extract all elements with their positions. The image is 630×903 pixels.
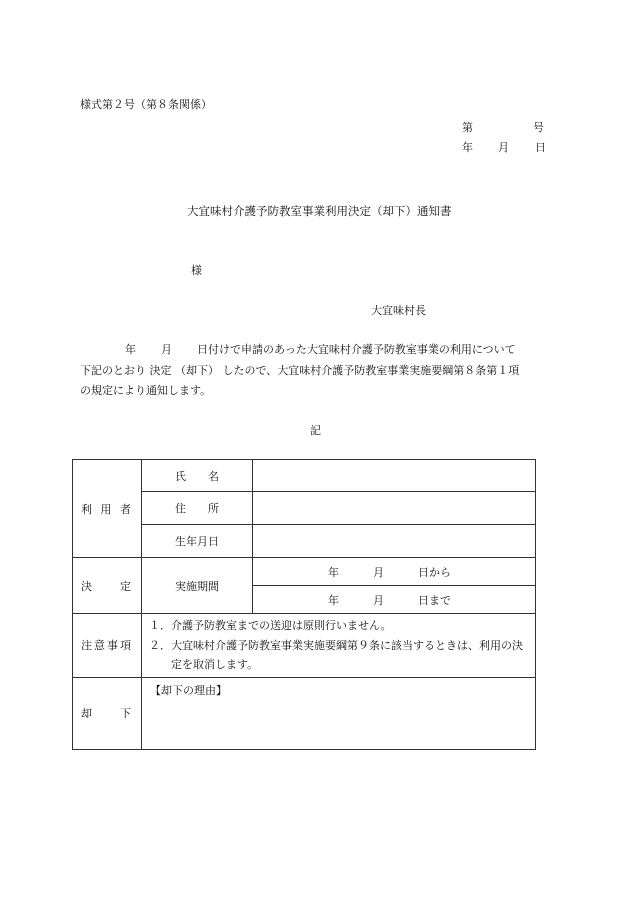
- notice-body: [80, 340, 550, 402]
- date-day: 日: [535, 141, 546, 154]
- address-label: 住 所: [175, 502, 219, 515]
- reject-reason-cell[interactable]: [142, 677, 536, 749]
- note-item-1: １． 介護予防教室までの送迎は原則行いません。: [149, 619, 392, 632]
- reject-label-cell: [73, 677, 142, 749]
- body-line-3: の規定により通知します。: [80, 384, 212, 397]
- period-from-cell[interactable]: 年 月 日から: [253, 558, 536, 586]
- name-label: 氏 名: [175, 469, 219, 483]
- recipient-honorific: 様: [191, 264, 202, 277]
- decision-table: [72, 459, 536, 750]
- reject-row: [73, 677, 536, 749]
- period-from-row: [73, 558, 536, 586]
- notes-label-cell: [73, 614, 142, 678]
- name-value-cell[interactable]: [253, 460, 536, 492]
- period-to-cell[interactable]: 年 月 日まで: [253, 586, 536, 614]
- ki-heading: 記: [310, 424, 321, 437]
- address-row: [73, 492, 536, 525]
- birthdate-value-cell[interactable]: [253, 525, 536, 558]
- address-value-cell[interactable]: [253, 492, 536, 525]
- decision-label-cell: [73, 558, 142, 614]
- number-suffix: 号: [533, 121, 544, 134]
- number-prefix: 第: [462, 121, 473, 134]
- document-number-line: [462, 119, 544, 135]
- address-label-cell: [142, 492, 253, 525]
- body-line-2: 下記のとおり 決定 （却下） したので、大宜味村介護予防教室事業実施要綱第８条第１項: [80, 363, 520, 377]
- note-item-2: ２． 大宜味村介護予防教室事業実施要綱第９条に該当するときは、利用の決定を取消します。: [149, 638, 523, 671]
- reject-label: 却 下: [81, 707, 131, 720]
- document-title: 大宜味村介護予防教室事業利用決定（却下）通知書: [187, 204, 452, 218]
- date-year: 年: [462, 141, 473, 154]
- user-label: 利 用 者: [81, 502, 131, 516]
- sender-name: 大宜味村長: [371, 304, 426, 317]
- document-date-line: [462, 139, 546, 155]
- name-row: [73, 460, 536, 492]
- birthdate-label: 生年月日: [142, 525, 253, 558]
- notes-label: 注 意 事 項: [81, 639, 131, 653]
- name-label-cell: [142, 460, 253, 492]
- decision-label: 決 定: [81, 579, 131, 593]
- notes-content: [142, 614, 536, 678]
- date-month: 月: [498, 141, 509, 154]
- body-line-1: 年 月 日付けで申請のあった大宜味村介護予防教室事業の利用について: [125, 343, 516, 356]
- user-label-cell: [73, 460, 142, 558]
- birthdate-row: [73, 525, 536, 558]
- period-label: 実施期間: [142, 558, 253, 614]
- notes-row: [73, 614, 536, 678]
- form-number-label: 様式第２号（第８条関係）: [80, 98, 212, 111]
- reject-reason-heading: 【却下の理由】: [150, 683, 227, 697]
